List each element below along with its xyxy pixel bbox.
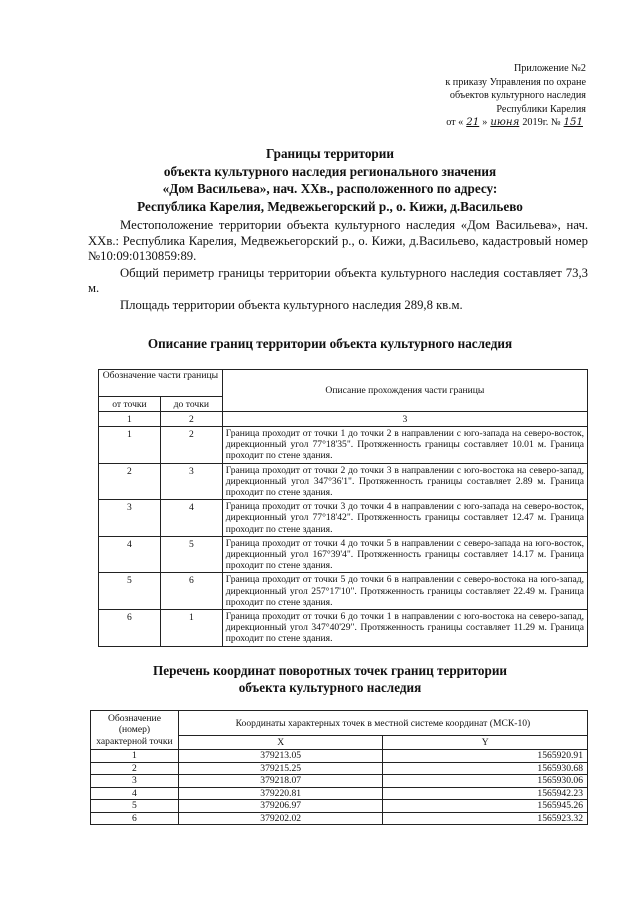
handwritten-order-number: 151 — [563, 117, 583, 129]
title-line: Границы территории — [266, 146, 394, 161]
table-row — [91, 750, 588, 763]
y-coordinate: 1565930.68 — [383, 762, 588, 775]
section-title-text: Описание границ территории объекта культурного наследия — [147, 336, 513, 351]
handwritten-month: июня — [490, 117, 520, 129]
header-coordinates: Координаты характерных точек в местной системе координат (МСК-10) — [178, 711, 587, 736]
from-point: 1 — [99, 427, 161, 464]
from-point: 4 — [99, 536, 161, 573]
table-row — [99, 573, 588, 610]
coordinates-table — [90, 710, 588, 825]
document-title — [60, 145, 600, 215]
to-point: 4 — [160, 500, 222, 537]
title-line: Республика Карелия, Медвежьегорский р., о. Кижи, д.Васильево — [137, 198, 523, 214]
coords-section-title — [60, 662, 600, 696]
segment-description: Граница проходит от точки 2 до точки 3 в направлении с юго-востока на северо-запад, дирекционный угол 347°36'1". Протяженность границы составляет 2.89 м. Граница проходит по стене здания. — [222, 463, 587, 500]
boundary-section-title — [60, 335, 600, 352]
table-row — [99, 610, 588, 647]
column-number: 2 — [160, 412, 222, 427]
segment-description: Граница проходит от точки 1 до точки 2 в направлении с юго-запада на северо-восток, дирекционный угол 77°18'35". Протяженность границы составляет 10.01 м. Граница проходит по стене здания. — [222, 427, 587, 464]
header-x: X — [178, 736, 383, 750]
x-coordinate: 379215.25 — [178, 762, 383, 775]
order-date-line — [366, 116, 586, 130]
point-number: 1 — [91, 750, 179, 763]
header-from: от точки — [99, 397, 161, 412]
handwritten-day: 21 — [466, 117, 480, 129]
to-point: 3 — [160, 463, 222, 500]
appendix-line: Приложение №2 — [513, 63, 586, 74]
section-title-text: Перечень координат поворотных точек границ территории — [152, 663, 508, 678]
boundary-table — [98, 369, 588, 647]
to-point: 6 — [160, 573, 222, 610]
header-part: Обозначение части границы — [99, 370, 223, 397]
header-desc: Описание прохождения части границы — [222, 370, 587, 412]
x-coordinate: 379218.07 — [178, 775, 383, 788]
table-row — [91, 812, 588, 825]
section-title-text: объекта культурного наследия — [238, 680, 422, 695]
table-row — [99, 536, 588, 573]
point-number: 5 — [91, 800, 179, 813]
body-paragraphs — [88, 218, 588, 314]
appendix-header — [366, 62, 586, 130]
location-paragraph: Местоположение территории объекта культурного наследия «Дом Васильева», нач. XXв.: Республика Карелия, Медвежьегорский р., о. Кижи, д.Васильево, кадастровый номер №10:09:0130859:89. — [88, 218, 588, 264]
header-to: до точки — [160, 397, 222, 412]
to-point: 1 — [160, 610, 222, 647]
date-prefix: от « — [446, 117, 464, 129]
segment-description: Граница проходит от точки 3 до точки 4 в направлении с юго-запада на северо-восток, дирекционный угол 77°18'42". Протяженность границы составляет 12.47 м. Граница проходит по стене здания. — [222, 500, 587, 537]
table-row — [91, 775, 588, 788]
perimeter-paragraph: Общий периметр границы территории объекта культурного наследия составляет 73,3 м. — [88, 265, 588, 296]
header-point-mark: Обозначение (номер) характерной точки — [91, 711, 179, 750]
title-line: объекта культурного наследия регионального значения — [163, 163, 497, 179]
title-line: «Дом Васильева», нач. XXв., расположенного по адресу: — [162, 181, 498, 196]
segment-description: Граница проходит от точки 6 до точки 1 в направлении с юго-востока на северо-запад, дирекционный угол 347°40'29". Протяженность границы составляет 11.29 м. Граница проходит по стене здания. — [222, 610, 587, 647]
table-row — [99, 463, 588, 500]
y-coordinate: 1565930.06 — [383, 775, 588, 788]
from-point: 5 — [99, 573, 161, 610]
y-coordinate: 1565923.32 — [383, 812, 588, 825]
x-coordinate: 379220.81 — [178, 787, 383, 800]
point-number: 3 — [91, 775, 179, 788]
table-row — [91, 800, 588, 813]
to-point: 5 — [160, 536, 222, 573]
date-year: 2019г. № — [522, 117, 561, 129]
x-coordinate: 379202.02 — [178, 812, 383, 825]
from-point: 2 — [99, 463, 161, 500]
table-row — [91, 762, 588, 775]
column-number: 1 — [99, 412, 161, 427]
appendix-line: к приказу Управления по охране — [445, 76, 586, 88]
from-point: 3 — [99, 500, 161, 537]
segment-description: Граница проходит от точки 4 до точки 5 в направлении с северо-запада на юго-восток, дирекционный угол 167°39'4". Протяженность границы составляет 14.17 м. Граница проходит по стене здания. — [222, 536, 587, 573]
x-coordinate: 379206.97 — [178, 800, 383, 813]
from-point: 6 — [99, 610, 161, 647]
date-mid: » — [482, 117, 488, 129]
header-y: Y — [383, 736, 588, 750]
x-coordinate: 379213.05 — [178, 750, 383, 763]
table-row — [99, 500, 588, 537]
appendix-line: объектов культурного наследия — [449, 90, 586, 102]
segment-description: Граница проходит от точки 5 до точки 6 в направлении с северо-востока на юго-запад, дирекционный угол 257°17'10". Протяженность границы составляет 22.49 м. Граница проходит по стене здания. — [222, 573, 587, 610]
table-row — [91, 787, 588, 800]
area-paragraph: Площадь территории объекта культурного наследия 289,8 кв.м. — [120, 297, 463, 312]
y-coordinate: 1565945.26 — [383, 800, 588, 813]
appendix-line: Республики Карелия — [496, 103, 586, 115]
table-row — [99, 427, 588, 464]
point-number: 6 — [91, 812, 179, 825]
point-number: 4 — [91, 787, 179, 800]
point-number: 2 — [91, 762, 179, 775]
y-coordinate: 1565920.91 — [383, 750, 588, 763]
column-number: 3 — [222, 412, 587, 427]
to-point: 2 — [160, 427, 222, 464]
y-coordinate: 1565942.23 — [383, 787, 588, 800]
